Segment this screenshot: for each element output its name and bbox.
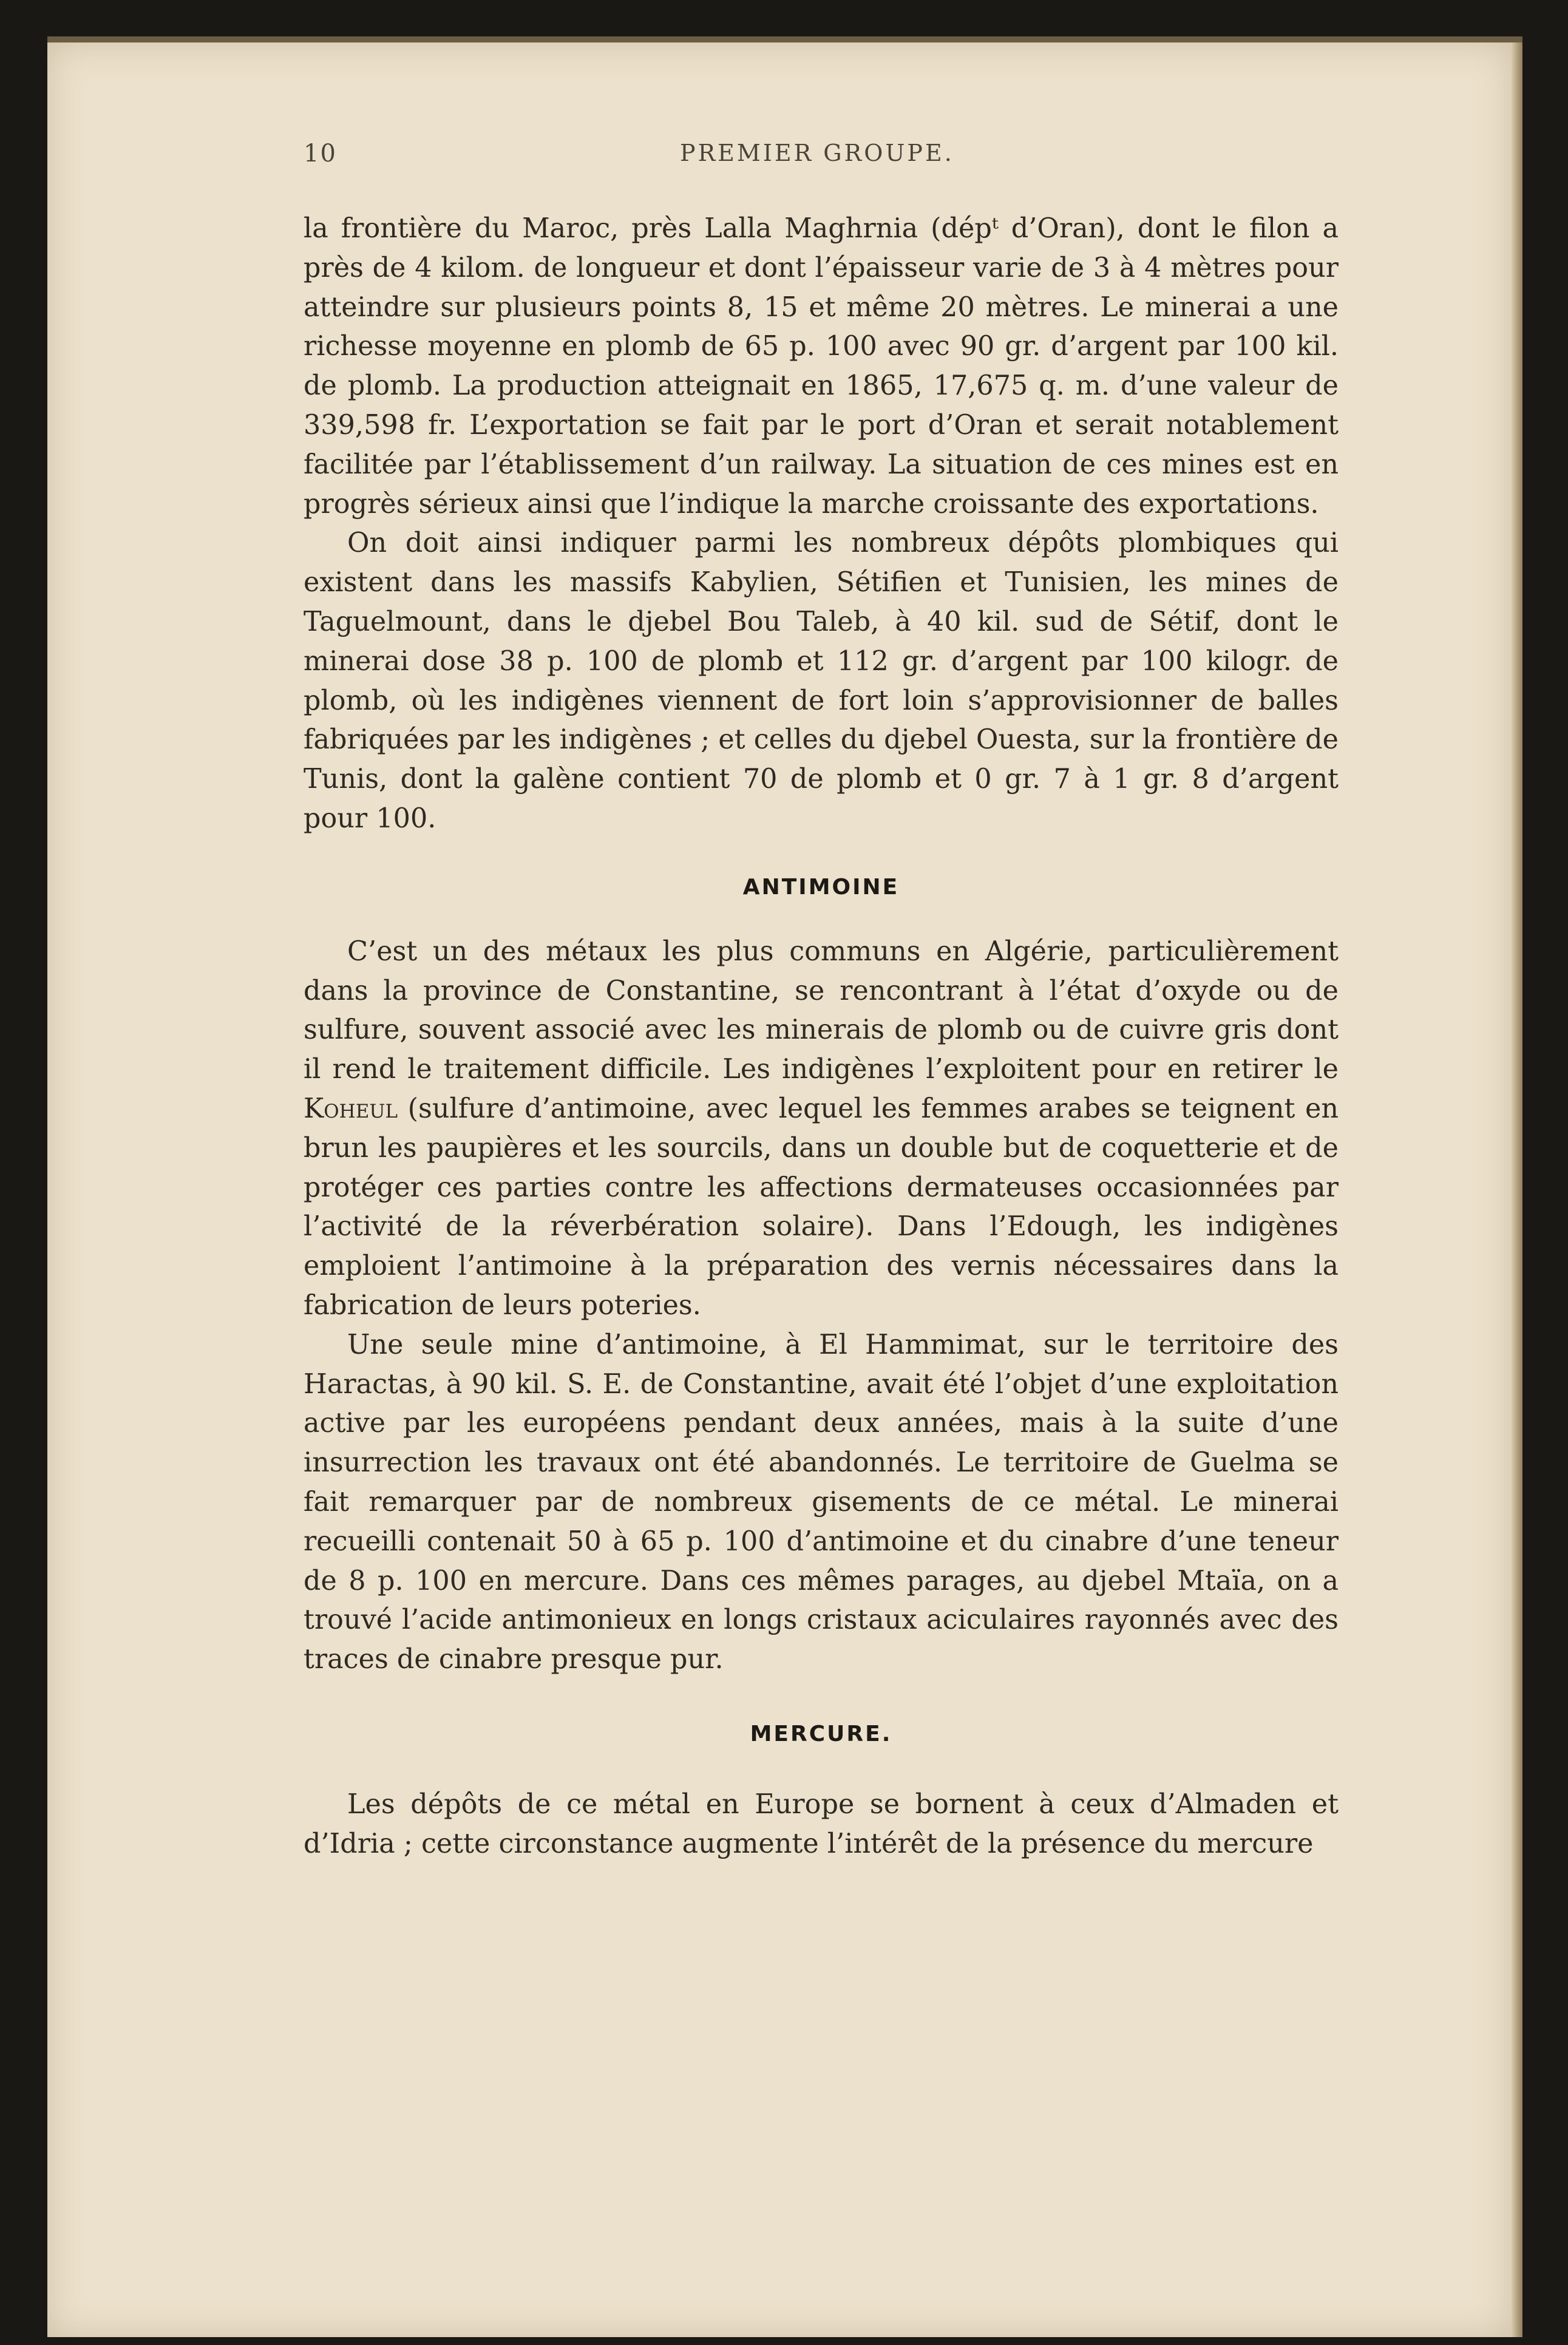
paragraph-antimoine-intro xyxy=(304,932,1339,1326)
section-heading-mercure: MERCURE. xyxy=(750,1721,892,1746)
page-number: 10 xyxy=(304,140,337,168)
paragraph-depots-plombiques: On doit ainsi indiquer parmi les nombreux dépôts plombiques qui existent dans les massifs Kabylien, Sétifien et Tunisien, les mines de Taguelmount, dans le djebel Bou Taleb, à 40 kil. sud de Sétif, dont le minerai dose 38 p. 100 de plomb et 112 gr. d’argent par 100 kilogr. de plomb, où les indigènes viennent de fort loin s’approvisionner de balles fabriquées par les indigènes ; et celles du djebel Ouesta, sur la frontière de Tunis, dont la galène contient 70 de plomb et 0 gr. 7 à 1 gr. 8 d’argent pour 100. xyxy=(304,528,1339,834)
page-body xyxy=(304,209,1339,1864)
section-heading-antimoine: ANTIMOINE xyxy=(742,874,900,900)
paragraph-mercure-intro: Les dépôts de ce métal en Europe se bornent à ceux d’Almaden et d’Idria ; cette circonstance augmente l’intérêt de la présence du mercure xyxy=(304,1788,1339,1859)
paragraph-antimoine-text-a: C’est un des métaux les plus communs en Algérie, particulièrement dans la province de Constantine, se rencontrant à l’état d’oxyde ou de sulfure, souvent associé avec les minerais de plomb ou de cuivre gris dont il rend le traitement difficile. Les indigènes l’exploitent pour en retirer le xyxy=(304,935,1339,1085)
paragraph-plomb-continuation: la frontière du Maroc, près Lalla Maghrnia (dépᵗ d’Oran), dont le filon a près de 4 kilom. de longueur et dont l’épaisseur varie de 3 à 4 mètres pour atteindre sur plusieurs points 8, 15 et même 20 mètres. Le minerai a une richesse moyenne en plomb de 65 p. 100 avec 90 gr. d’argent par 100 kil. de plomb. La production atteignait en 1865, 17,675 q. m. d’une valeur de 339,598 fr. L’exportation se fait par le port d’Oran et serait notablement facilitée par l’établissement d’un railway. La situation de ces mines est en progrès sérieux ainsi que l’indique la marche croissante des exportations. xyxy=(304,213,1339,520)
paragraph-antimoine-mines: Une seule mine d’antimoine, à El Hammimat, sur le territoire des Haractas, à 90 kil. S. E. de Constantine, avait été l’objet d’une exploitation active par les européens pendant deux années, mais à la suite d’une insurrection les travaux ont été abandonnés. Le territoire de Guelma se fait remarquer par de nombreux gisements de ce métal. Le minerai recueilli contenait 50 à 65 p. 100 d’antimoine et du cinabre d’une teneur de 8 p. 100 en mercure. Dans ces mêmes parages, au djebel Mtaïa, on a trouvé l’acide antimonieux en longs cristaux aciculaires rayonnés avec des traces de cinabre presque pur. xyxy=(304,1329,1339,1675)
running-head: PREMIER GROUPE. xyxy=(680,140,954,166)
page-header xyxy=(304,140,1336,176)
term-koheul: Koheul xyxy=(304,1093,398,1124)
page-right-edge xyxy=(1512,42,1522,2337)
paragraph-antimoine-text-b: (sulfure d’antimoine, avec lequel les femmes arabes se teignent en brun les paupières et les sourcils, dans un double but de coquetterie et de protéger ces parties contre les affections dermateuses occasionnées par l’activité de la réverbération solaire). Dans l’Edough, les indigènes emploient l’antimoine à la préparation des vernis nécessaires dans la fabrication de leurs poteries. xyxy=(304,1093,1339,1321)
